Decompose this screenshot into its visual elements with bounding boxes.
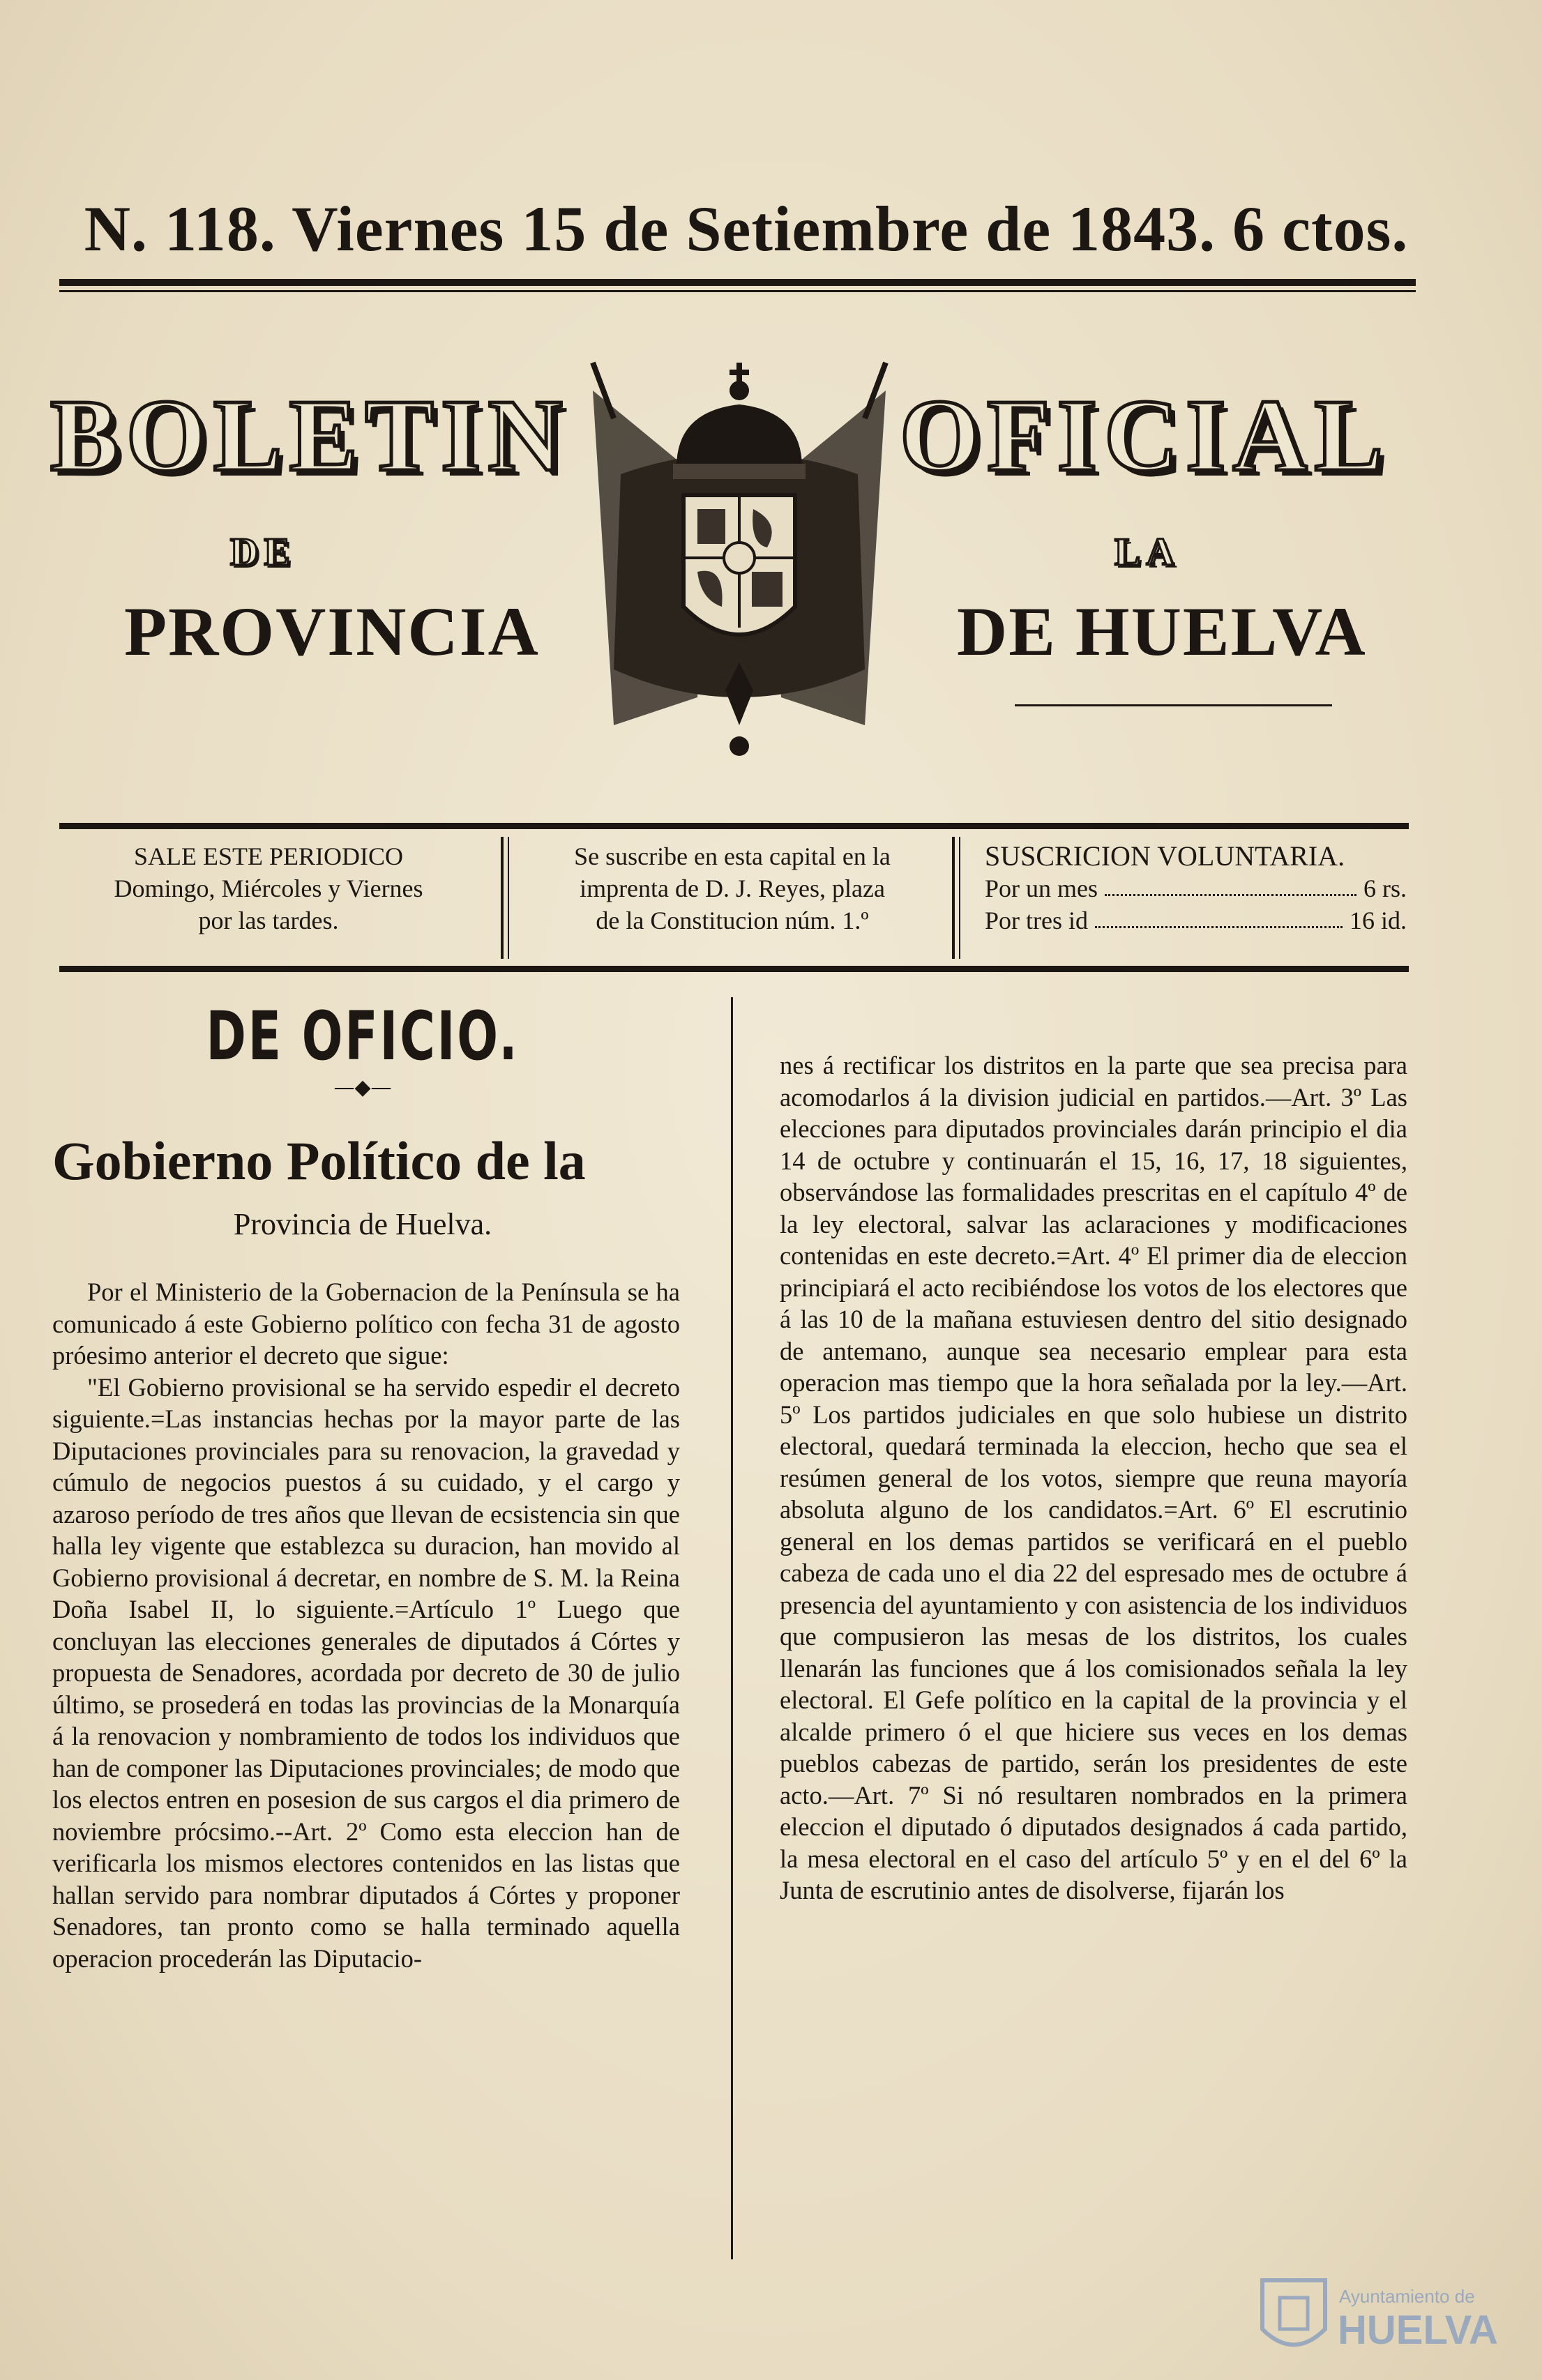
info-rule-bottom <box>59 966 1409 972</box>
info-subscription-place <box>520 840 945 937</box>
title-boletin: BOLETIN <box>50 379 570 493</box>
watermark-line1: Ayuntamiento de <box>1339 2286 1475 2307</box>
info-publication-days <box>56 840 481 937</box>
info-box2-line1: Se suscribe en esta capital en la <box>574 842 891 870</box>
info-box1-line3: por las tardes. <box>198 907 339 934</box>
masthead-rule-top-thin <box>59 290 1416 292</box>
gobierno-subtitle: Provincia de Huelva. <box>233 1207 492 1241</box>
price-month-label: Por un mes <box>985 874 1098 902</box>
gobierno-title: Gobierno Político de la <box>52 1130 586 1191</box>
title-la: LA <box>1114 531 1180 574</box>
info-box2-line2: imprenta de D. J. Reyes, plaza <box>580 874 885 902</box>
title-provincia: PROVINCIA <box>124 593 540 670</box>
coat-of-arms-icon <box>572 335 907 767</box>
title-de-huelva: DE HUELVA <box>957 593 1367 670</box>
left-paragraph-2: "El Gobierno provisional se ha servido espedir el decreto siguiente.=Las instancias hechas por la mayor parte de las Diputaciones provinciales para su renovacion, la gravedad y cúmulo de negocios puestos á su cuidado, y el cargo y azaroso período de tres años que llevan de ecsistencia sin que halla ley vigente que establezca su duracion, han movido al Gobierno provisional á decretar, en nombre de S. M. la Reina Doña Isabel II, lo siguiente.=Artículo 1º Luego que concluyan las elecciones generales de diputados á Córtes y propuesta de Senadores, acordada por decreto de 30 de julio último, se prosederá en todas las provincias de la Monarquía á la renovacion y nombramiento de todos los individuos que han de componer las Diputaciones provinciales; de modo que los electos entren en posesion de sus cargos el dia primero de noviembre prócsimo.--Art. 2º Como esta eleccion han de verificarla los mismos electores contenidos en las listas que hallan servido para nombrar diputados á Córtes y proponer Senadores, tan pronto como se halla terminado aquella operacion procederán las Diputacio- <box>52 1372 680 1973</box>
column-divider <box>731 997 733 2259</box>
masthead-rule-top <box>59 279 1416 286</box>
huelva-shield-icon <box>1255 2273 1332 2364</box>
info-subscription-price <box>985 840 1407 937</box>
info-box1-line1: SALE ESTE PERIODICO <box>134 842 403 870</box>
info-divider-1 <box>501 837 504 959</box>
info-divider-1b <box>508 837 509 959</box>
heading-ornament: —◆— <box>333 1075 392 1100</box>
info-box3-title: SUSCRICION VOLUNTARIA. <box>985 840 1345 872</box>
left-paragraph-1: Por el Ministerio de la Gobernacion de la Península se ha comunicado á este Gobierno político con fecha 31 de agosto próesimo anterior el decreto que sigue: <box>52 1278 680 1370</box>
info-divider-2b <box>959 837 960 959</box>
huelva-watermark <box>1255 2273 1520 2364</box>
right-paragraph-1: nes á rectificar los distritos en la parte que sea precisa para acomodarlos á la division judicial en partidos.—Art. 3º Las elecciones para diputados provinciales darán principio el dia 14 de octubre y continuarán el 15, 16, 17, 18 siguientes, observándose las formalidades prescritas en el capítulo 4º de la ley electoral, salvar las aclaraciones y modificaciones contenidas en este decreto.=Art. 4º El primer dia de eleccion principiará el acto recibiéndose los votos de los electores que á las 10 de la mañana estuviesen dentro del sitio designado de antemano, aunque sea necesario emplear para esta operacion mas tiempo que la hora señalada por la ley.—Art. 5º Los partidos judiciales en que solo hubiese un distrito electoral, quedará terminada la eleccion, hecho que sea el resúmen general de los votos, siempre que reuna mayoría absoluta alguno de los candidatos.=Art. 6º El escrutinio general en los demas partidos se verificará en el pueblo cabeza de cada uno el dia 22 del espresado mes de octubre á presencia del ayuntamiento y con asistencia de los individuos que compusieron las mesas de los distritos, los cuales llenarán las funciones que á los comisionados señala la ley electoral. El Gefe político en la capital de la provincia y el alcalde primero ó el que hiciere sus veces en los demas pueblos cabezas de partido, serán los presidentes de este acto.—Art. 7º Si nó resultaren nombrados en la primera eleccion el diputado ó diputados designados á cada partido, la mesa electoral en el caso del artículo 5º y en el del 6º la Junta de escrutinio antes de disolverse, fijarán los <box>780 1051 1407 1904</box>
info-divider-2 <box>952 837 955 959</box>
left-column-text <box>52 1276 680 1974</box>
watermark-line2: HUELVA <box>1338 2307 1498 2353</box>
issue-dateline: N. 118. Viernes 15 de Setiembre de 1843. 6 ctos. <box>84 193 1409 264</box>
info-rule-top <box>59 823 1409 829</box>
price-month-value: 6 rs. <box>1363 874 1407 902</box>
price-three-value: 16 id. <box>1349 907 1407 934</box>
info-box1-line2: Domingo, Miércoles y Viernes <box>114 874 423 902</box>
info-box2-line3: de la Constitucion núm. 1.º <box>596 907 869 934</box>
price-three-label: Por tres id <box>985 907 1088 934</box>
huelva-underline <box>1015 704 1332 706</box>
title-oficial: OFICIAL <box>900 379 1391 493</box>
title-de: DE <box>230 531 296 574</box>
right-column-text <box>780 1049 1407 1907</box>
section-heading: DE OFICIO. <box>206 997 520 1075</box>
